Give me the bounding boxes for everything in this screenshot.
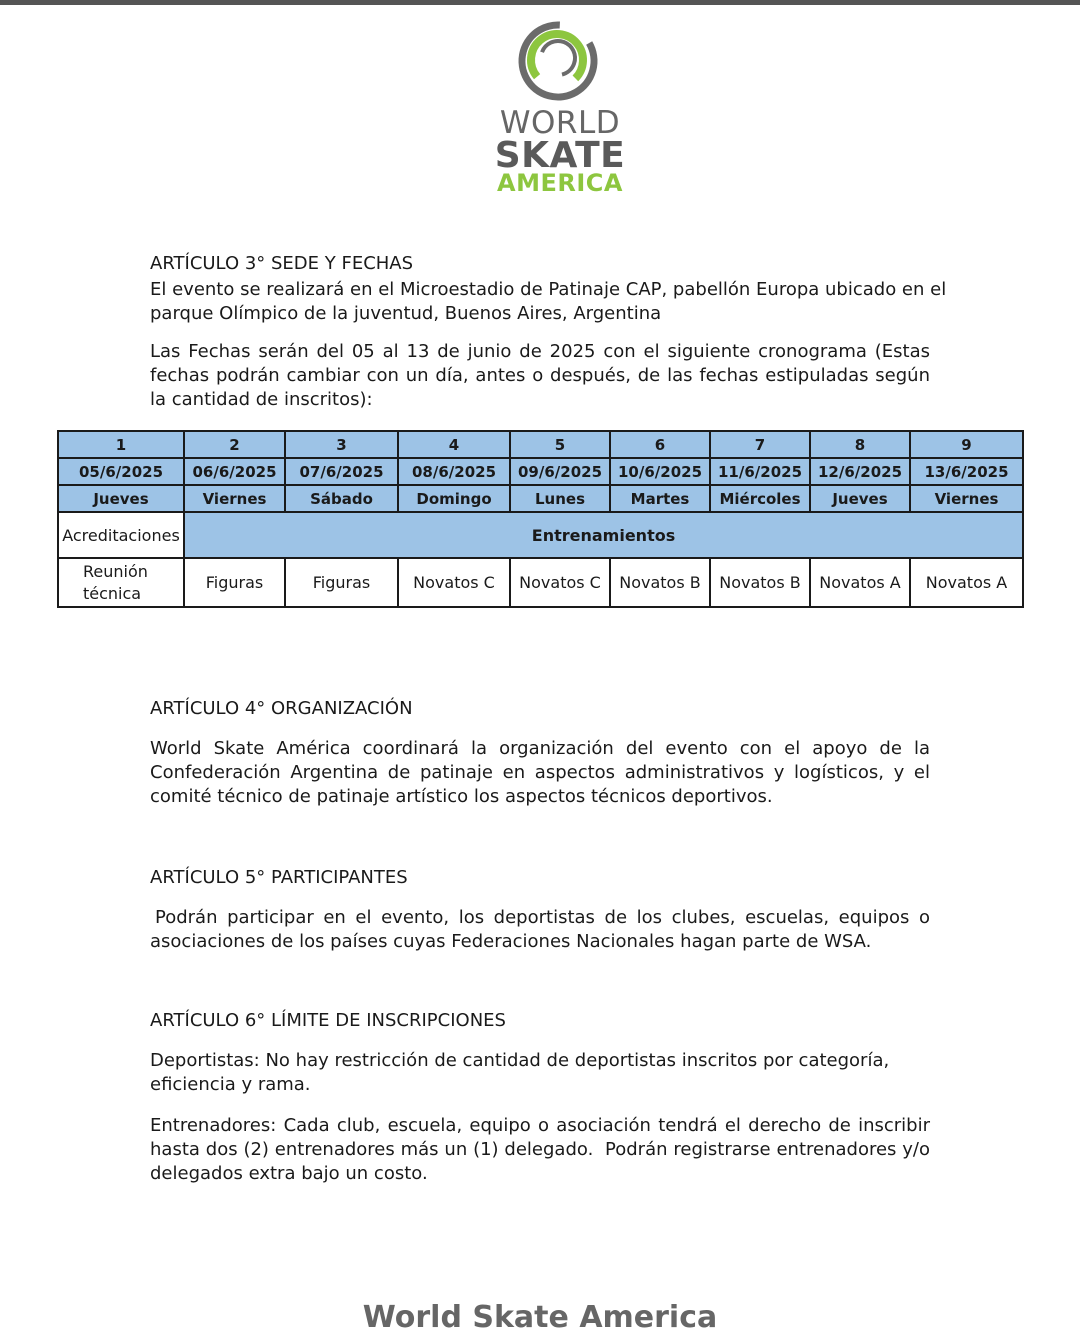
training-cell: Entrenamientos [184, 512, 1023, 558]
art3-heading: ARTÍCULO 3° SEDE Y FECHAS [150, 253, 414, 274]
activity-cell: Figuras [184, 558, 285, 607]
day-number: 8 [810, 431, 910, 458]
activity-cell: Novatos B [710, 558, 810, 607]
day-date: 05/6/2025 [58, 458, 184, 485]
day-name: Jueves [810, 485, 910, 512]
day-number: 5 [510, 431, 610, 458]
day-date: 07/6/2025 [285, 458, 398, 485]
day-name: Lunes [510, 485, 610, 512]
art4-heading: ARTÍCULO 4° ORGANIZACIÓN [150, 698, 413, 719]
swirl-logo-icon [517, 18, 603, 104]
schedule-days-row [58, 485, 1023, 512]
schedule-table [57, 430, 1024, 608]
schedule-activities-row [58, 558, 1023, 607]
day-date: 06/6/2025 [184, 458, 285, 485]
activity-cell: Figuras [285, 558, 398, 607]
day-name: Sábado [285, 485, 398, 512]
activity-cell: Novatos A [910, 558, 1023, 607]
art3-dates: Las Fechas serán del 05 al 13 de junio de 2025 con el siguiente cronograma (Estas fechas podrán cambiar con un día, antes o después, de las fechas estipuladas según la cantidad de inscritos): [150, 341, 930, 410]
art3-body: El evento se realizará en el Microestadio de Patinaje CAP, pabellón Europa ubicado en el parque Olímpico de la juventud, Buenos Aires, Argentina [150, 279, 947, 324]
schedule-label-row [58, 512, 1023, 558]
world-skate-america-logo [480, 18, 640, 197]
art4-body: World Skate América coordinará la organización del evento con el apoyo de la Confederación Argentina de patinaje en aspectos administrativos y logísticos, y el comité técnico de patinaje artístico los aspectos técnicos deportivos. [150, 738, 930, 807]
day-number: 1 [58, 431, 184, 458]
art6-heading: ARTÍCULO 6° LÍMITE DE INSCRIPCIONES [150, 1010, 506, 1031]
day-date: 12/6/2025 [810, 458, 910, 485]
day-date: 11/6/2025 [710, 458, 810, 485]
logo-word-world: WORLD [499, 105, 621, 141]
day-name: Viernes [910, 485, 1023, 512]
activity-cell: Novatos B [610, 558, 710, 607]
day-date: 08/6/2025 [398, 458, 510, 485]
day-number: 7 [710, 431, 810, 458]
activity-cell: Novatos A [810, 558, 910, 607]
day-name: Martes [610, 485, 710, 512]
accreditation-cell: Acreditaciones [58, 512, 184, 558]
logo-word-skate: SKATE [494, 135, 626, 176]
day-number: 9 [910, 431, 1023, 458]
day-date: 13/6/2025 [910, 458, 1023, 485]
day-number: 4 [398, 431, 510, 458]
day-date: 10/6/2025 [610, 458, 710, 485]
day-number: 6 [610, 431, 710, 458]
top-border [0, 0, 1080, 5]
art6-coaches: Entrenadores: Cada club, escuela, equipo o asociación tendrá el derecho de inscribir hasta dos (2) entrenadores más un (1) delegado. Podrán registrarse entrenadores y/o delegados extra bajo un costo. [150, 1115, 936, 1184]
footer-brand: World Skate America [362, 1300, 718, 1335]
day-date: 09/6/2025 [510, 458, 610, 485]
schedule-numbers-row [58, 431, 1023, 458]
day-name: Miércoles [710, 485, 810, 512]
activity-cell: Reunión técnica [58, 558, 184, 607]
day-name: Viernes [184, 485, 285, 512]
activity-cell: Novatos C [510, 558, 610, 607]
art5-heading: ARTÍCULO 5° PARTICIPANTES [150, 867, 408, 888]
day-number: 3 [285, 431, 398, 458]
activity-cell: Novatos C [398, 558, 510, 607]
art6-athletes: Deportistas: No hay restricción de cantidad de deportistas inscritos por categoría, eficiencia y rama. [150, 1050, 890, 1095]
day-name: Jueves [58, 485, 184, 512]
day-number: 2 [184, 431, 285, 458]
day-name: Domingo [398, 485, 510, 512]
logo-word-america: AMERICA [497, 169, 623, 197]
art5-body: Podrán participar en el evento, los deportistas de los clubes, escuelas, equipos o asociaciones de los países cuyas Federaciones Nacionales hagan parte de WSA. [150, 907, 930, 952]
schedule-dates-row [58, 458, 1023, 485]
